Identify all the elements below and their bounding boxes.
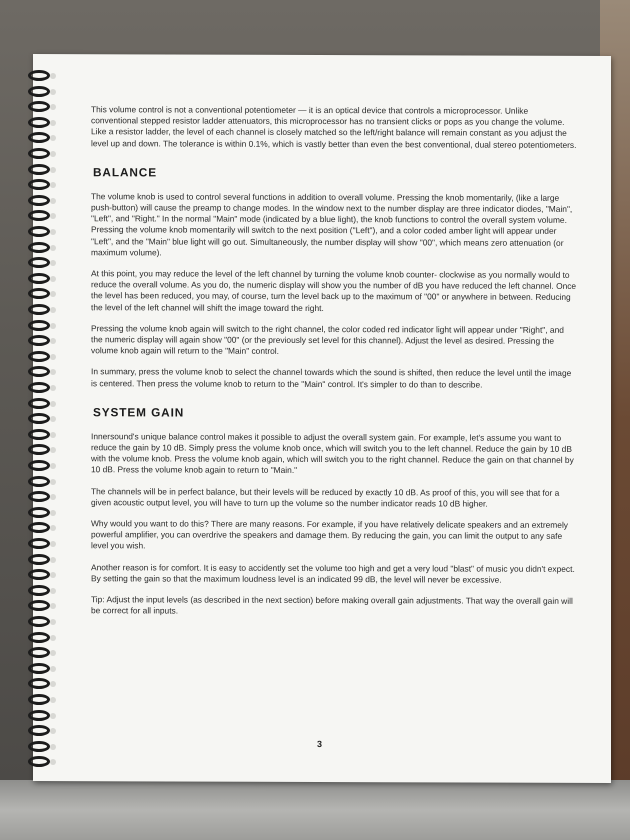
balance-paragraph-4: In summary, press the volume knob to select the channel towards which the sound is shifted, then reduce the level until the image is centered. Then press the volume knob to return to the "Main" control. It's simpler to do than to describe. <box>91 366 572 390</box>
spiral-coil <box>26 195 56 208</box>
system-gain-paragraph-4: Another reason is for comfort. It is easy to accidently set the volume too high and get a very loud "blast" of music you didn't expect. By setting the gain so that the maximum loudness level is an indicated 99 dB, the level will never be excessive. <box>91 561 575 585</box>
punch-hole <box>50 323 56 329</box>
coil-loop <box>28 288 50 299</box>
coil-loop <box>28 741 50 752</box>
punch-hole <box>50 697 56 703</box>
spiral-coil <box>26 398 56 411</box>
coil-loop <box>28 148 50 159</box>
punch-hole <box>50 291 56 297</box>
coil-loop <box>28 476 50 487</box>
coil-loop <box>28 226 50 237</box>
punch-hole <box>50 494 56 500</box>
spiral-coil <box>26 491 56 504</box>
punch-hole <box>50 245 56 251</box>
spiral-coil <box>26 569 56 582</box>
spiral-coil <box>26 366 56 379</box>
spiral-coil <box>26 148 56 161</box>
coil-loop <box>28 257 50 268</box>
punch-hole <box>50 104 56 110</box>
spiral-coil <box>26 257 56 270</box>
spiral-coil <box>26 164 56 177</box>
spiral-coil <box>26 476 56 489</box>
coil-loop <box>28 273 50 284</box>
system-gain-paragraph-3: Why would you want to do this? There are many reasons. For example, if you have relatively delicate speakers and an extremely powerful amplifier, you can overdrive the speakers and damage them. By reducing the gain, you can limit the output to any safe level you wish. <box>91 518 568 551</box>
spiral-coil <box>26 335 56 348</box>
spiral-coil <box>26 70 56 83</box>
punch-hole <box>50 525 56 531</box>
spiral-coil <box>26 413 56 426</box>
page-content <box>91 104 577 628</box>
spiral-coil <box>26 460 56 473</box>
punch-hole <box>50 182 56 188</box>
coil-loop <box>28 70 50 81</box>
punch-hole <box>50 588 56 594</box>
balance-paragraph-3: Pressing the volume knob again will switch to the right channel, the color coded red indicator light will appear under "Right", and the numeric display will again show "00" (or the previously set level for this channel). Adjust the level as desired. Pressing the volume knob again will return to the "Main" control. <box>91 323 564 357</box>
punch-hole <box>50 213 56 219</box>
spiral-coil <box>26 694 56 707</box>
coil-loop <box>28 179 50 190</box>
coil-loop <box>28 195 50 206</box>
coil-loop <box>28 117 50 128</box>
punch-hole <box>50 463 56 469</box>
coil-loop <box>28 304 50 315</box>
page-number: 3 <box>317 738 323 750</box>
spiral-coil <box>26 507 56 520</box>
manual-page <box>33 54 611 783</box>
spiral-coil <box>26 210 56 223</box>
spiral-coil <box>26 382 56 395</box>
punch-hole <box>50 338 56 344</box>
coil-loop <box>28 101 50 112</box>
punch-hole <box>50 432 56 438</box>
coil-loop <box>28 351 50 362</box>
coil-loop <box>28 600 50 611</box>
punch-hole <box>50 728 56 734</box>
spiral-coil <box>26 585 56 598</box>
spiral-coil <box>26 600 56 613</box>
punch-hole <box>50 479 56 485</box>
coil-loop <box>28 632 50 643</box>
spiral-coil <box>26 351 56 364</box>
spiral-coil <box>26 179 56 192</box>
spiral-coil <box>26 226 56 239</box>
coil-loop <box>28 569 50 580</box>
punch-hole <box>50 260 56 266</box>
spiral-coil <box>26 647 56 660</box>
desk-surface <box>0 780 630 840</box>
balance-paragraph-1: The volume knob is used to control several functions in addition to overall volume. Pressing the knob momentarily, (like a large push-button) will cause the preamp to change modes. In the window next to the number display are three indicator diodes, "Main", "Left", and "Right." In the normal "Main" mode (indicated by a blue light), the knob functions to control the overall system volume. Pressing the volume knob momentarily will switch to the next position ("Left"), and a color coded amber light will appear under "Left", and the "Main" blue light will go out. Simultaneously, the number display will show "00", which means zero attenuation (or maximum volume). <box>91 191 573 258</box>
coil-loop <box>28 694 50 705</box>
spiral-coil <box>26 117 56 130</box>
punch-hole <box>50 354 56 360</box>
spiral-coil <box>26 710 56 723</box>
spiral-coil <box>26 632 56 645</box>
coil-loop <box>28 554 50 565</box>
coil-loop <box>28 242 50 253</box>
punch-hole <box>50 369 56 375</box>
punch-hole <box>50 666 56 672</box>
punch-hole <box>50 151 56 157</box>
punch-hole <box>50 619 56 625</box>
system-gain-paragraph-1: Innersound's unique balance control makes it possible to adjust the overall system gain. For example, let's assume you want to reduce the gain by 10 dB. Simply press the volume knob once, which will switch you to the left channel. Reduce the gain by 10 dB with the volume knob. Press the volume knob again, which will switch you to the right channel. Reduce the gain on that channel by 10 dB. Press the volume knob again to return to "Main." <box>91 431 574 476</box>
spiral-coil <box>26 429 56 442</box>
spiral-coil <box>26 741 56 754</box>
spiral-coil <box>26 725 56 738</box>
punch-hole <box>50 401 56 407</box>
spiral-coil <box>26 522 56 535</box>
coil-loop <box>28 398 50 409</box>
coil-loop <box>28 366 50 377</box>
punch-hole <box>50 89 56 95</box>
spiral-coil <box>26 756 56 769</box>
coil-loop <box>28 585 50 596</box>
punch-hole <box>50 681 56 687</box>
punch-hole <box>50 557 56 563</box>
coil-loop <box>28 210 50 221</box>
coil-loop <box>28 491 50 502</box>
intro-paragraph: This volume control is not a conventional potentiometer — it is an optical device that controls a microprocessor. Unlike conventional stepped resistor ladder attenuators, this microprocessor has no transient clicks or pops as you change the volume. Like a resistor ladder, the level of each channel is closely matched so the left/right balance will remain constant as you adjust the level up and down. The tolerance is within 0.1%, which is vastly better than even the best conventional, dual stereo potentiometers. <box>91 104 577 150</box>
spiral-binding <box>26 70 60 770</box>
coil-loop <box>28 164 50 175</box>
coil-loop <box>28 429 50 440</box>
punch-hole <box>50 167 56 173</box>
spiral-coil <box>26 304 56 317</box>
coil-loop <box>28 710 50 721</box>
spiral-coil <box>26 288 56 301</box>
coil-loop <box>28 647 50 658</box>
coil-loop <box>28 663 50 674</box>
punch-hole <box>50 447 56 453</box>
coil-loop <box>28 756 50 767</box>
system-gain-paragraph-2: The channels will be in perfect balance, but their levels will be reduced by exactly 10 dB. As proof of this, you will see that for a given acoustic output level, you will have to turn up the volume so the number indicator reads 10 dB higher. <box>91 485 560 509</box>
spiral-coil <box>26 242 56 255</box>
coil-loop <box>28 86 50 97</box>
punch-hole <box>50 198 56 204</box>
balance-paragraph-2: At this point, you may reduce the level of the left channel by turning the volume knob counter- clockwise as you normally would to reduce the overall volume. As you do, the numeric display will show you the number of dB you have reduced the left channel. Once the level has been reduced, you may, of course, turn the level back up to the maximum of "00" or anywhere in between. Reducing the level of the left channel will shift the image toward the right. <box>91 268 577 313</box>
punch-hole <box>50 135 56 141</box>
spiral-coil <box>26 678 56 691</box>
coil-loop <box>28 522 50 533</box>
coil-loop <box>28 460 50 471</box>
coil-loop <box>28 382 50 393</box>
coil-loop <box>28 335 50 346</box>
punch-hole <box>50 744 56 750</box>
spiral-coil <box>26 538 56 551</box>
spiral-coil <box>26 663 56 676</box>
punch-hole <box>50 276 56 282</box>
coil-loop <box>28 413 50 424</box>
coil-loop <box>28 616 50 627</box>
spiral-coil <box>26 554 56 567</box>
punch-hole <box>50 73 56 79</box>
coil-loop <box>28 507 50 518</box>
punch-hole <box>50 603 56 609</box>
punch-hole <box>50 713 56 719</box>
spiral-coil <box>26 320 56 333</box>
punch-hole <box>50 572 56 578</box>
punch-hole <box>50 541 56 547</box>
coil-loop <box>28 678 50 689</box>
punch-hole <box>50 510 56 516</box>
punch-hole <box>50 416 56 422</box>
coil-loop <box>28 538 50 549</box>
punch-hole <box>50 650 56 656</box>
spiral-coil <box>26 101 56 114</box>
spiral-coil <box>26 86 56 99</box>
system-gain-tip: Tip: Adjust the input levels (as described in the next section) before making overall gain adjustments. That way the overall gain will be correct for all inputs. <box>91 594 573 616</box>
punch-hole <box>50 385 56 391</box>
punch-hole <box>50 635 56 641</box>
coil-loop <box>28 132 50 143</box>
spiral-coil <box>26 444 56 457</box>
coil-loop <box>28 725 50 736</box>
system-gain-heading: SYSTEM GAIN <box>93 405 185 420</box>
punch-hole <box>50 120 56 126</box>
coil-loop <box>28 444 50 455</box>
punch-hole <box>50 759 56 765</box>
spiral-coil <box>26 273 56 286</box>
punch-hole <box>50 307 56 313</box>
balance-heading: BALANCE <box>93 165 157 180</box>
spiral-coil <box>26 132 56 145</box>
coil-loop <box>28 320 50 331</box>
punch-hole <box>50 229 56 235</box>
spiral-coil <box>26 616 56 629</box>
